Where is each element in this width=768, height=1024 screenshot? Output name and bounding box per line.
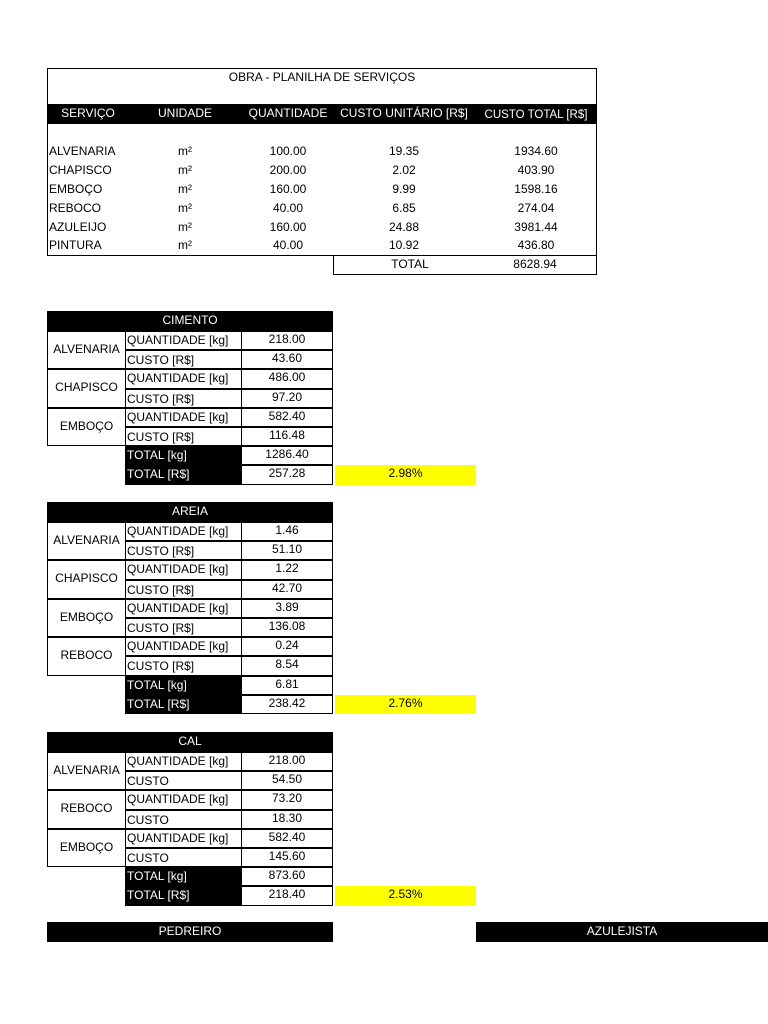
main-cell-servico: CHAPISCO [49,163,112,177]
material-cost-label: CUSTO [R$] [125,427,242,446]
material-service-cell: CHAPISCO [47,369,126,407]
material-cost-label: CUSTO [R$] [125,541,242,560]
material-cost-label: CUSTO [R$] [125,389,242,408]
main-cell-quantidade: 100.00 [269,144,307,158]
pedreiro-header: PEDREIRO [47,922,333,942]
material-qty-label: QUANTIDADE [kg] [125,752,242,771]
main-cell-custo-total: 1934.60 [514,144,558,158]
material-total-rs-label: TOTAL [R$] [125,695,242,714]
main-cell-custo-total: 274.04 [517,201,555,215]
material-qty-label: QUANTIDADE [kg] [125,408,242,427]
main-cell-custo-total: 1598.16 [514,182,558,196]
material-total-kg-label: TOTAL [kg] [125,446,242,465]
main-cell-custo-unit: 24.88 [388,220,420,234]
main-cell-custo-total: 436.80 [517,238,555,252]
material-cost-value: 97.20 [241,389,333,408]
material-qty-value: 218.00 [241,331,333,350]
material-qty-value: 218.00 [241,752,333,771]
material-cost-value: 54.50 [241,771,333,790]
main-total-value: 8628.94 [513,257,557,271]
main-cell-unidade: m² [178,238,192,252]
main-cell-custo-total: 403.90 [517,163,555,177]
material-service-cell: CHAPISCO [47,560,126,598]
header-quantidade: QUANTIDADE [248,106,328,120]
main-cell-custo-unit: 6.85 [392,201,416,215]
material-total-rs-value: 218.40 [241,886,333,905]
main-cell-quantidade: 200.00 [269,163,307,177]
material-qty-label: QUANTIDADE [kg] [125,331,242,350]
main-cell-custo-unit: 9.99 [392,182,416,196]
material-total-kg-value: 1286.40 [241,446,333,465]
material-service-cell: REBOCO [47,637,126,675]
material-percent: 2.76% [335,695,476,714]
material-header: AREIA [47,502,333,522]
material-cost-value: 42.70 [241,580,333,599]
material-cost-label: CUSTO [R$] [125,580,242,599]
main-cell-unidade: m² [178,201,192,215]
material-total-rs-label: TOTAL [R$] [125,886,242,905]
main-table-title: OBRA - PLANILHA DE SERVIÇOS [228,70,416,84]
main-cell-quantidade: 160.00 [269,220,307,234]
main-cell-unidade: m² [178,163,192,177]
material-cost-value: 51.10 [241,541,333,560]
material-header: CIMENTO [47,311,333,331]
material-cost-label: CUSTO [R$] [125,350,242,369]
material-qty-label: QUANTIDADE [kg] [125,369,242,388]
material-qty-label: QUANTIDADE [kg] [125,637,242,656]
material-qty-value: 3.89 [241,599,333,618]
material-qty-value: 582.40 [241,829,333,848]
main-cell-servico: ALVENARIA [49,144,116,158]
material-cost-label: CUSTO [125,771,242,790]
material-cost-label: CUSTO [125,810,242,829]
material-qty-value: 582.40 [241,408,333,427]
material-percent: 2.53% [335,886,476,905]
material-percent: 2.98% [335,465,476,484]
material-cost-label: CUSTO [125,848,242,867]
material-qty-label: QUANTIDADE [kg] [125,599,242,618]
material-cost-label: CUSTO [R$] [125,618,242,637]
azulejista-header: AZULEJISTA [476,922,768,942]
material-service-cell: REBOCO [47,790,126,828]
material-service-cell: ALVENARIA [47,522,126,560]
material-qty-value: 486.00 [241,369,333,388]
material-qty-label: QUANTIDADE [kg] [125,790,242,809]
material-service-cell: EMBOÇO [47,599,126,637]
material-qty-value: 1.22 [241,560,333,579]
material-cost-value: 136.08 [241,618,333,637]
main-cell-servico: PINTURA [49,238,102,252]
material-cost-value: 43.60 [241,350,333,369]
header-custo-total: CUSTO TOTAL [R$] [484,109,588,121]
main-cell-quantidade: 160.00 [269,182,307,196]
main-cell-quantidade: 40.00 [272,201,304,215]
material-service-cell: EMBOÇO [47,408,126,446]
material-total-kg-value: 873.60 [241,867,333,886]
main-cell-custo-unit: 19.35 [388,144,420,158]
material-qty-value: 73.20 [241,790,333,809]
material-qty-label: QUANTIDADE [kg] [125,560,242,579]
material-header: CAL [47,732,333,752]
material-cost-label: CUSTO [R$] [125,656,242,675]
main-cell-servico: AZULEIJO [49,220,107,234]
material-cost-value: 116.48 [241,427,333,446]
main-cell-unidade: m² [178,220,192,234]
main-cell-servico: REBOCO [49,201,102,215]
material-service-cell: EMBOÇO [47,829,126,867]
main-cell-custo-total: 3981.44 [514,220,558,234]
main-cell-unidade: m² [178,182,192,196]
material-qty-label: QUANTIDADE [kg] [125,522,242,541]
material-total-rs-value: 257.28 [241,465,333,484]
main-cell-unidade: m² [178,144,192,158]
material-service-cell: ALVENARIA [47,331,126,369]
material-cost-value: 18.30 [241,810,333,829]
main-cell-servico: EMBOÇO [49,182,103,196]
material-qty-value: 0.24 [241,637,333,656]
material-total-kg-label: TOTAL [kg] [125,867,242,886]
material-total-rs-value: 238.42 [241,695,333,714]
material-total-rs-label: TOTAL [R$] [125,465,242,484]
material-service-cell: ALVENARIA [47,752,126,790]
main-cell-quantidade: 40.00 [272,238,304,252]
header-servico: SERVIÇO [61,106,115,120]
main-total-label: TOTAL [391,257,429,271]
material-cost-value: 145.60 [241,848,333,867]
material-total-kg-value: 6.81 [241,676,333,695]
material-qty-value: 1.46 [241,522,333,541]
material-cost-value: 8.54 [241,656,333,675]
material-total-kg-label: TOTAL [kg] [125,676,242,695]
header-unidade: UNIDADE [157,106,212,120]
header-custo-unitario: CUSTO UNITÁRIO [R$] [340,106,468,120]
material-qty-label: QUANTIDADE [kg] [125,829,242,848]
main-cell-custo-unit: 10.92 [388,238,420,252]
main-cell-custo-unit: 2.02 [392,163,416,177]
